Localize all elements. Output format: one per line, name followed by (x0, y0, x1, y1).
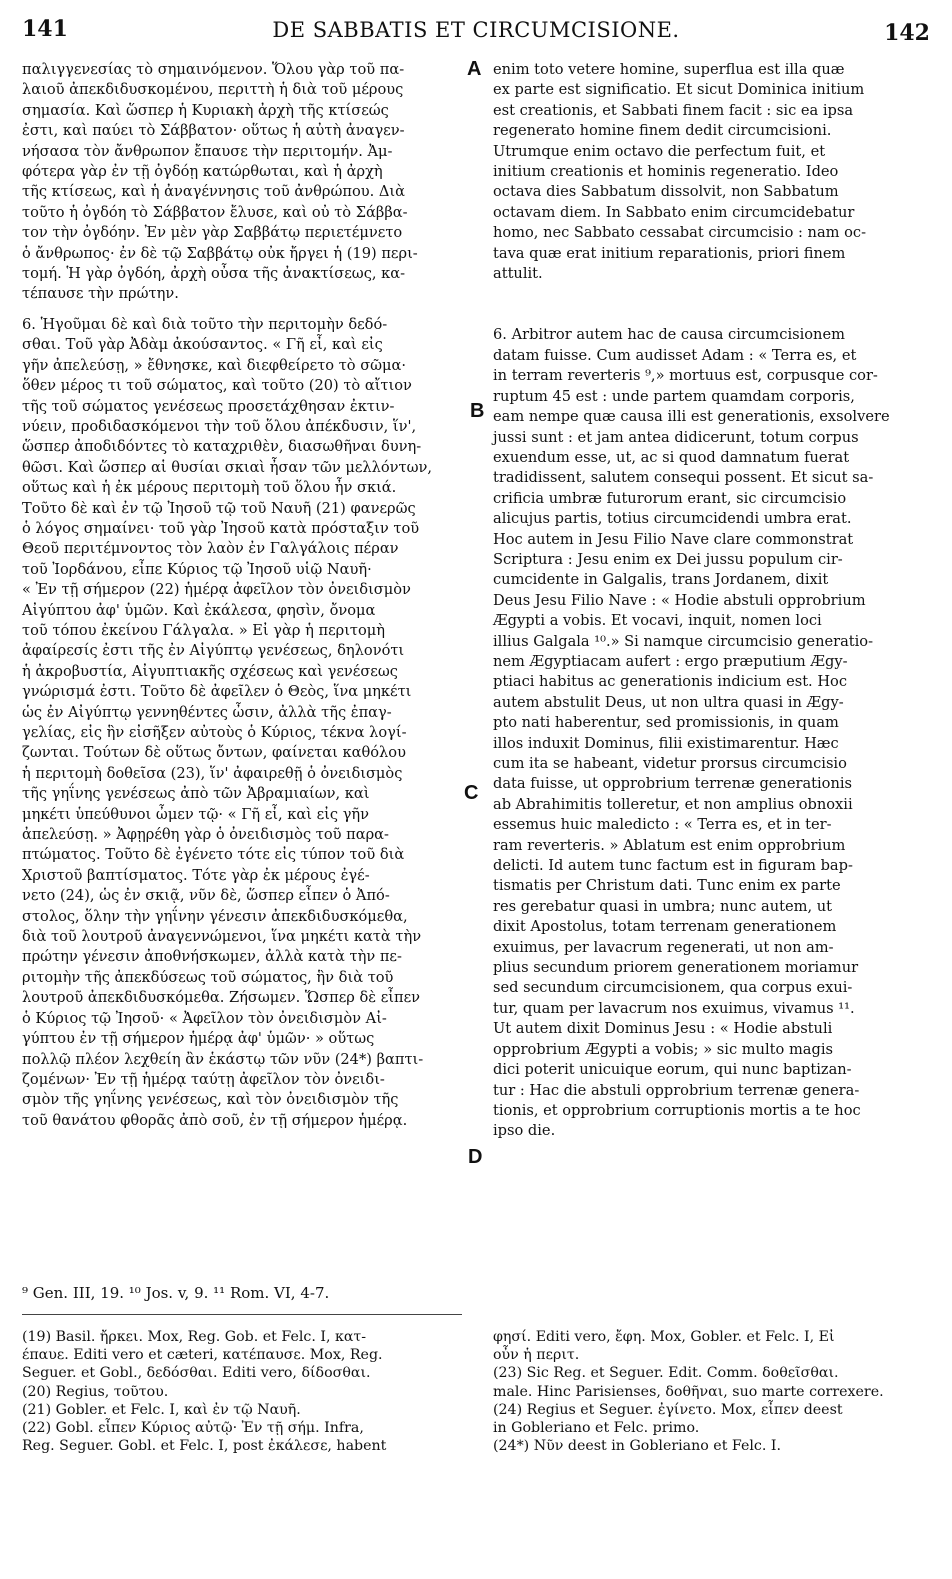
footnotes-left (22, 1328, 462, 1455)
footnote-divider (22, 1314, 462, 1315)
scripture-references: ⁹ Gen. III, 19. ¹⁰ Jos. v, 9. ¹¹ Rom. VI, 4-7. (22, 1284, 330, 1302)
page-number-right: 142 (884, 20, 930, 46)
footnotes-left-text: (19) Basil. ἤρκει. Mox, Reg. Gob. et Felc. I, κατ- έπαυε. Editi vero et cæteri, κατέπαυσε. Mox, Reg. Seguer. et Gobl., δεδόσθαι. Editi vero, δίδοσθαι. (20) Regius, τοῦτου. (21) Gobler. et Felc. I, καὶ ἐν τῷ Ναυῆ. (22) Gobl. εἶπεν Κύριος αὐτῷ· Ἐν τῇ σήμ. Infra, Reg. Seguer. Gobl. et Felc. I, post ἐκάλεσε, habent (22, 1329, 387, 1455)
section-marker-d: D (468, 1146, 483, 1168)
page-number-left: 141 (22, 16, 68, 42)
latin-paragraph-1: enim toto vetere homine, superflua est illa quæ ex parte est significatio. Et sicut Dominica initium est creationis, et Sabbati finem facit : sic ea ipsa regenerato homine finem dedit circumcisioni. Utrumque enim octavo die perfectum fuit, et initium creationis et hominis regeneratio. Ideo octava dies Sabbatum dissolvit, non Sabbatum octavam diem. In Sabbato enim circumcidebatur homo, nec Sabbato cessabat circumcisio : nam oc- tava quæ erat initium reparationis, priori finem attulit. (493, 61, 867, 283)
footnotes-right-text: φησί. Editi vero, ἔφη. Mox, Gobler. et Felc. I, Εἰ οὖν ἡ περιτ. (23) Sic Reg. et Seguer. Edit. Comm. δοθεῖσθαι. male. Hinc Parisienses, δοθῆναι, suo marte correxere. (24) Regius et Seguer. ἐγίνετο. Mox, εἶπεν deest in Gobleriano et Felc. primo. (24*) Νῦν deest in Gobleriano et Felc. I. (493, 1329, 884, 1455)
greek-paragraph-2: 6. Ἡγοῦμαι δὲ καὶ διὰ τοῦτο τὴν περιτομὴν δεδό- σθαι. Τοῦ γὰρ Ἀδὰμ ἀκούσαντος. « Γῆ εἶ, καὶ εἰς γῆν ἀπελεύσῃ, » ἔθνησκε, καὶ διεφθείρετο τὸ σῶμα· ὅθεν μέρος τι τοῦ σώματος, καὶ τοῦτο (20) τὸ αἴτιον τῆς τοῦ σώματος γενέσεως προσετάχθησαν ἐκτιν- νύειν, προδιδασκόμενοι τὴν τοῦ ὅλου ἀπέκδυσιν, ἵν', ὥσπερ ἀποδιδόντες τὸ καταχριθὲν, διασωθῆναι δυνη- θῶσι. Καὶ ὥσπερ αἱ θυσίαι σκιαὶ ἦσαν τῶν μελλόντων, οὕτως καὶ ἡ ἐκ μέρους περιτομὴ τοῦ ὅλου ἦν σκιά. Τοῦτο δὲ καὶ ἐν τῷ Ἰησοῦ τῷ τοῦ Ναυῆ (21) φανερῶς ὁ λόγος σημαίνει· τοῦ γὰρ Ἰησοῦ κατὰ πρόσταξιν τοῦ Θεοῦ περιτέμνοντος τὸν λαὸν ἐν Γαλγάλοις πέραν τοῦ Ἰορδάνου, εἶπε Κύριος τῷ Ἰησοῦ υἱῷ Ναυῆ· « Ἐν τῇ σήμερον (22) ἡμέρᾳ ἀφεῖλον τὸν ὀνειδισμὸν Αἰγύπτου ἀφ' ὑμῶν. Καὶ ἐκάλεσα, φησὶν, ὄνομα τοῦ τόπου ἐκείνου Γάλγαλα. » Εἰ γὰρ ἡ περιτομὴ ἀφαίρεσίς ἐστι τῆς ἐν Αἰγύπτῳ γενέσεως, δηλονότι ἡ ἀκροβυστία, Αἰγυπτιακῆς σχέσεως καὶ γενέσεως γνώρισμά ἐστι. Τοῦτο δὲ ἀφεῖλεν ὁ Θεὸς, ἵνα μηκέτι ὡς ἐν Αἰγύπτῳ γεννηθέντες ὦσιν, ἀλλὰ τῆς ἐπαγ- γελίας, εἰς ἣν εἰσῆξεν αὐτοὺς ὁ Κύριος, τέκνα λογί- ζωνται. Τούτων δὲ οὕτως ὄντων, φαίνεται καθόλου ἡ περιτομὴ δοθεῖσα (23), ἵν' ἀφαιρεθῇ ὁ ὀνειδισμὸς τῆς γηΐνης γενέσεως ἀπὸ τῶν Ἀβραμιαίων, καὶ μηκέτι ὑπεύθυνοι ὦμεν τῷ· « Γῆ εἶ, καὶ εἰς γῆν ἀπελεύσῃ. » Ἀφῃρέθη γὰρ ὁ ὀνειδισμὸς τοῦ παρα- πτώματος. Τοῦτο δὲ ἐγένετο τότε εἰς τύπον τοῦ διὰ Χριστοῦ βαπτίσματος. Τότε γὰρ ἐκ μέρους ἐγέ- νετο (24), ὡς ἐν σκιᾷ, νῦν δὲ, ὥσπερ εἶπεν ὁ Ἀπό- στολος, ὅλην τὴν γηΐνην γένεσιν ἀπεκδιδυσκόμεθα, διὰ τοῦ λουτροῦ ἀναγεννώμενοι, ἵνα μηκέτι κατὰ τὴν πρώτην γένεσιν ἀποθνήσκωμεν, ἀλλὰ κατὰ τὴν πε- ριτομὴν τῆς ἀπεκδύσεως τοῦ σώματος, ἣν διὰ τοῦ λουτροῦ ἀπεκδιδυσκόμεθα. Ζήσωμεν. Ὥσπερ δὲ εἶπεν ὁ Κύριος τῷ Ἰησοῦ· « Ἀφεῖλον τὸν ὀνειδισμὸν Αἰ- γύπτου ἐν τῇ σήμερον ἡμέρᾳ ἀφ' ὑμῶν· » οὕτως πολλῷ πλέον λεχθείη ἂν ἑκάστῳ τῶν νῦν (24*) βαπτι- ζομένων· Ἐν τῇ ἡμέρᾳ ταύτῃ ἀφεῖλον τὸν ὀνειδι- σμὸν τῆς γηΐνης γενέσεως, καὶ τὸν ὀνειδισμὸν τῆς τοῦ θανάτου φθορᾶς ἀπὸ σοῦ, ἐν τῇ σήμερον ἡμέρᾳ. (22, 315, 433, 1129)
section-marker-a: A (467, 58, 482, 80)
latin-column (493, 60, 933, 1142)
greek-column (22, 60, 460, 1131)
section-marker-b: B (470, 400, 485, 422)
page-header (22, 16, 930, 46)
latin-paragraph-2: 6. Arbitror autem hac de causa circumcisionem datam fuisse. Cum audisset Adam : « Terra es, et in terram reverteris ⁹,» mortuus est, corpusque cor- ruptum 45 est : unde partem quamdam corporis, eam nempe quæ causa illi est generationis, exsolvere jussi sunt : et jam antea didicerunt, totum corpus exuendum esse, ut, ac si quod damnatum fuerat tradidissent, salutem consequi possent. Et sicut sa- crificia umbræ futurorum erant, sic circumcisio alicujus partis, totius circumcidendi umbra erat. Hoc autem in Jesu Filio Nave clare commonstrat Scriptura : Jesu enim ex Dei jussu populum cir- cumcidente in Galgalis, trans Jordanem, dixit Deus Jesu Filio Nave : « Hodie abstuli opprobrium Ægypti a vobis. Et vocavi, inquit, nomen loci illius Galgala ¹⁰.» Si namque circumcisio generatio- nem Ægyptiacam aufert : ergo præputium Ægy- ptiaci habitus ac generationis indicium est. Hoc autem abstulit Deus, ut non ultra quasi in Ægy- pto nati haberentur, sed promissionis, in quam illos induxit Dominus, filii existimarentur. Hæc cum ita se habeant, videtur prorsus circumcisio data fuisse, ut opprobrium terrenæ generationis ab Abrahimitis tolleretur, et non amplius obnoxii essemus huic maledicto : « Terra es, et in ter- ram reverteris. » Ablatum est enim opprobrium delicti. Id autem tunc factum est in figuram bap- tismatis per Christum dati. Tunc enim ex parte res gerebatur quasi in umbra; nunc autem, ut dixit Apostolus, totam terrenam generationem exuimus, per lavacrum regenerati, ut non am- plius secundum priorem generationem moriamur sed secundum circumcisionem, qua corpus exui- tur, quam per lavacrum nos exuimus, vivamus ¹¹. Ut autem dixit Dominus Jesu : « Hodie abstuli opprobrium Ægypti a vobis; » sic multo magis dici poterit unicuique eorum, qui nunc baptizan- tur : Hac die abstuli opprobrium terrenæ genera- tionis, et opprobrium corruptionis mortis a te hoc ipso die. (493, 326, 890, 1140)
greek-paragraph-1: παλιγγενεσίας τὸ σημαινόμενον. Ὅλου γὰρ τοῦ πα- λαιοῦ ἀπεκδιδυσκομένου, περιττὴ ἡ διὰ τοῦ μέρους σημασία. Καὶ ὥσπερ ἡ Κυριακὴ ἀρχὴ τῆς κτίσεώς ἐστι, καὶ παύει τὸ Σάββατον· οὕτως ἡ αὐτὴ ἀναγεν- νήσασα τὸν ἄνθρωπον ἔπαυσε τὴν περιτομήν. Ἀμ- φότερα γὰρ ἐν τῇ ὀγδόῃ κατώρθωται, καὶ ἡ ἀρχὴ τῆς κτίσεως, καὶ ἡ ἀναγέννησις τοῦ ἀνθρώπου. Διὰ τοῦτο ἡ ὀγδόη τὸ Σάββατον ἔλυσε, καὶ οὐ τὸ Σάββα- τον τὴν ὀγδόην. Ἐν μὲν γὰρ Σαββάτῳ περιετέμνετο ὁ ἄνθρωπος· ἐν δὲ τῷ Σαββάτῳ οὐκ ἤργει ἡ (19) περι- τομή. Ἡ γὰρ ὀγδόη, ἀρχὴ οὖσα τῆς ἀνακτίσεως, κα- τέπαυσε τὴν πρώτην. (22, 61, 418, 303)
running-title: DE SABBATIS ET CIRCUMCISIONE. (272, 18, 680, 42)
section-marker-c: C (464, 782, 479, 804)
footnotes-right (493, 1328, 933, 1455)
